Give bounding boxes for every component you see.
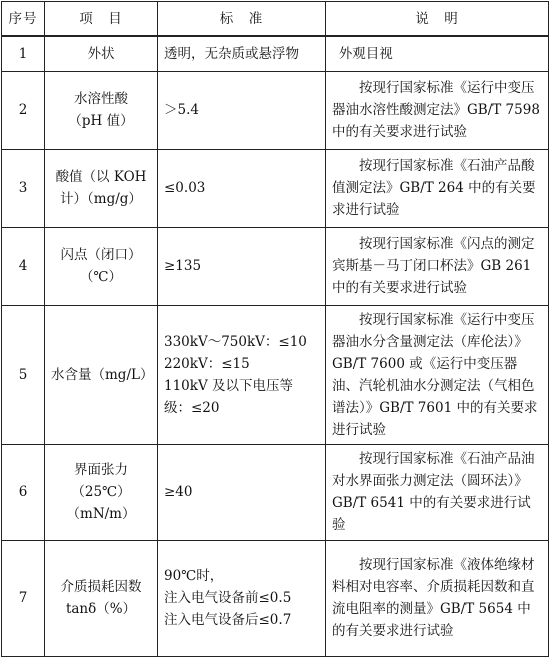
item-line: （25℃）（mN/m） xyxy=(66,484,136,522)
standard-line: 90℃时， xyxy=(164,568,224,584)
standard-line: ≥40 xyxy=(164,484,193,500)
row-item xyxy=(45,71,158,149)
table-row xyxy=(2,227,549,305)
item-line: 界面张力 xyxy=(74,462,128,478)
standard-line: 注入电气设备前≤0.5 xyxy=(164,590,292,606)
row-description: 外观目视 xyxy=(326,36,549,71)
row-description: 按现行国家标准《石油产品酸值测定法》GB/T 264 中的有关要求进行试验 xyxy=(326,149,549,227)
row-description: 按现行国家标准《运行中变压器油水分含量测定法（库伦法）》GB/T 7600 或《运行中变压器油、汽轮机油水分测定法（气相色谱法）》GB/T 7601 中的有关要求进行试验 xyxy=(326,305,549,444)
standard-line: 110kV 及以下电压等级：≤20 xyxy=(164,377,293,416)
row-index: 7 xyxy=(2,540,45,656)
row-index: 5 xyxy=(2,305,45,444)
item-line: 酸值（以 KOH xyxy=(55,169,147,185)
header-index: 序号 xyxy=(2,2,45,37)
standard-line: ≥135 xyxy=(164,258,202,274)
table-row xyxy=(2,305,549,444)
row-standard xyxy=(158,227,326,305)
standard-line: 220kV：≤15 xyxy=(164,355,250,372)
table-row xyxy=(2,36,549,71)
row-standard xyxy=(158,444,326,540)
row-standard xyxy=(158,71,326,149)
standard-line: 注入电气设备后≤0.7 xyxy=(164,612,292,628)
item-line: （pH 值） xyxy=(68,113,134,129)
row-description: 按现行国家标准《闪点的测定宾斯基－马丁闭口杯法》GB 261 中的有关要求进行试验 xyxy=(326,227,549,305)
item-line: 外状 xyxy=(87,45,115,62)
header-description: 说 明 xyxy=(326,2,549,37)
row-index: 4 xyxy=(2,227,45,305)
header-row xyxy=(2,2,549,37)
row-description: 按现行国家标准《石油产品油对水界面张力测定法（圆环法）》GB/T 6541 中的有关要求进行试验 xyxy=(326,444,549,540)
row-index: 1 xyxy=(2,36,45,71)
item-line: 介质损耗因数 xyxy=(60,579,142,595)
row-index: 3 xyxy=(2,149,45,227)
header-standard: 标 准 xyxy=(158,2,326,37)
row-standard xyxy=(158,305,326,444)
standard-line: ＞5.4 xyxy=(164,102,199,118)
row-description: 按现行国家标准《液体绝缘材料相对电容率、介质损耗因数和直流电阻率的测量》GB/T 5654 中的有关要求进行试验 xyxy=(326,540,549,656)
row-index: 2 xyxy=(2,71,45,149)
standard-line: ≤0.03 xyxy=(164,180,206,196)
item-line: tanδ（%） xyxy=(65,601,137,617)
row-item xyxy=(45,227,158,305)
row-standard xyxy=(158,540,326,656)
standards-table xyxy=(1,1,549,657)
row-standard xyxy=(158,36,326,71)
standard-line: 透明，无杂质或悬浮物 xyxy=(164,45,299,62)
item-line: 水溶性酸 xyxy=(74,91,128,107)
row-description: 按现行国家标准《运行中变压器油水溶性酸测定法》GB/T 7598 中的有关要求进行试验 xyxy=(326,71,549,149)
item-line: 闪点（闭口）（℃） xyxy=(60,247,142,285)
row-item xyxy=(45,305,158,444)
row-index: 6 xyxy=(2,444,45,540)
table-row xyxy=(2,71,549,149)
item-line: 计）（mg/g） xyxy=(60,191,142,207)
row-standard xyxy=(158,149,326,227)
header-item: 项 目 xyxy=(45,2,158,37)
row-item xyxy=(45,149,158,227)
row-item xyxy=(45,36,158,71)
item-line: 水含量（mg/L） xyxy=(51,366,154,383)
table-row xyxy=(2,149,549,227)
row-item xyxy=(45,540,158,656)
table-row xyxy=(2,444,549,540)
standard-line: 330kV～750kV：≤10 xyxy=(164,333,307,350)
table-row xyxy=(2,540,549,656)
row-item xyxy=(45,444,158,540)
